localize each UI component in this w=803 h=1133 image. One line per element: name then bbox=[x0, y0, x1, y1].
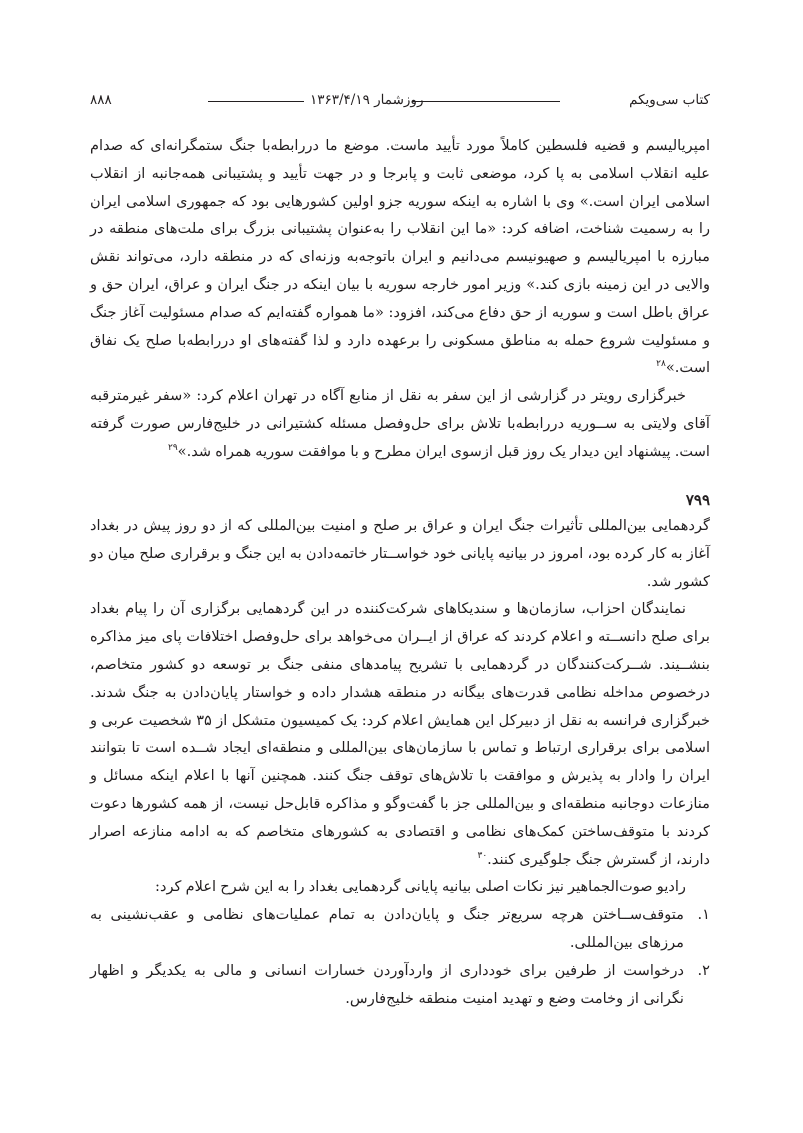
section-799 bbox=[90, 488, 710, 1012]
list-text: درخواست از طرفین برای خودداری از واردآوردن خسارات انسانی و مالی به یکدیگر و اظهار نگرانی از وخامت وضع و تهدید امنیت منطقه خلیج‌فارس. bbox=[90, 961, 684, 1007]
paragraph bbox=[90, 595, 710, 873]
running-header bbox=[90, 90, 710, 116]
paragraph bbox=[90, 132, 710, 382]
list-number: ۲. bbox=[697, 961, 710, 979]
paragraph-text: نمایندگان احزاب، سازمان‌ها و سندیکاهای شرکت‌کننده در این گردهمایی برگزاری آن را پیام بغداد برای صلح دانســته و اعلام کردند که عراق از ایــران می‌خواهد برای حل‌وفصل اختلافات پای میز مذاکره بنشــیند. شــرکت‌کنندگان در گردهمایی با تشریح پیامدهای منفی جنگ بر توسعه دو کشور متخاصم، درخصوص مداخله نظامی قدرت‌های بیگانه در منطقه هشدار داده و خواستار پایان‌دادن به جنگ شدند. خبرگزاری فرانسه به نقل از دبیرکل این همایش اعلام کرد: یک کمیسیون متشکل از ۳۵ شخصیت عربی و اسلامی برای برقراری ارتباط و تماس با سازمان‌های بین‌المللی و منطقه‌ای ایجاد شــده است تا بتوانند ایران را وادار به پذیرش و موافقت با تلاش‌های توقف جنگ کنند. همچنین آنها با اعلام اینکه مسائل و منازعات دوجانبه منطقه‌ای و بین‌المللی جز با گفت‌وگو و مذاکره قابل‌حل نیست، از همه کشورها دعوت کردند با متوقف‌ساختن کمک‌های نظامی و اقتصادی به کشورهای متخاصم که به ادامه منازعه اصرار دارند، از گسترش جنگ جلوگیری کنند. bbox=[90, 600, 710, 868]
page-number: ۸۸۸ bbox=[90, 92, 112, 108]
list-number: ۱. bbox=[697, 906, 710, 924]
header-rule-left bbox=[208, 101, 304, 102]
list-text: متوقف‌ســاختن هرچه سریع‌تر جنگ و پایان‌دادن به تمام عملیات‌های نظامی و عقب‌نشینی به مرزهای بین‌المللی. bbox=[90, 906, 684, 951]
list-item bbox=[90, 901, 710, 957]
paragraph: رادیو صوت‌الجماهیر نیز نکات اصلی بیانیه پایانی گردهمایی بغداد را به این شرح اعلام کرد: bbox=[155, 878, 686, 896]
paragraph-text: امپریالیسم و قضیه فلسطین کاملاً مورد تأیید ماست. موضع ما دررابطه‌با جنگ ستمگرانه‌ای که صدام علیه انقلاب اسلامی به پا کرد، موضعی ثابت و پابرجا و در جهت تأیید و پشتیبانی همه‌جانبه از انقلاب اسلامی ایران است.» وی با اشاره به اینکه سوریه جزو اولین کشورهایی بود که جمهوری اسلامی ایران را به رسمیت شناخت، اضافه کرد: «ما این انقلاب را به‌عنوان پشتیبانی بزرگ برای ملت‌های منطقه در مبارزه با امپریالیسم و صهیونیسم می‌دانیم و ایران باتوجه‌به وزنه‌ای که در منطقه دارد، می‌تواند نقش والایی در این زمینه بازی کند.» وزیر امور خارجه سوریه با بیان اینکه در جنگ ایران و عراق، ایران حق و عراق باطل است و سوریه از حق دفاع می‌کند، افزود: «ما همواره گفته‌ایم که صدام مسئولیت آغاز جنگ و مسئولیت شروع حمله به مناطق مسکونی را برعهده دارد و لذا گفته‌های او دررابطه‌با صلح یک نفاق است.» bbox=[90, 137, 710, 377]
paragraph-text: خبرگزاری رویتر در گزارشی از این سفر به نقل از منابع آگاه در تهران اعلام کرد: «سفر غیرمترقبه آقای ولایتی به ســوریه دررابطه‌با تلاش برای حل‌وفصل مسئله کشتیرانی در خلیج‌فارس صورت گرفته است. پیشنهاد این دیدار یک روز قبل ازسوی ایران مطرح و با موافقت سوریه همراه شد.» bbox=[90, 387, 710, 460]
section-continued bbox=[90, 132, 710, 466]
footnote-ref: ۲۸ bbox=[656, 359, 666, 370]
book-title: کتاب سی‌ویکم bbox=[629, 92, 710, 108]
footnote-ref: ۳۰ bbox=[477, 850, 488, 861]
paragraph bbox=[90, 382, 710, 465]
paragraph: گردهمایی بین‌المللی تأثیرات جنگ ایران و عراق بر صلح و امنیت بین‌المللی که از دو روز پیش در بغداد آغاز به کار کرده بود، امروز در بیانیه پایانی خود خواســتار خاتمه‌دادن به این جنگ و برقراری صلح میان دو کشور شد. bbox=[90, 517, 710, 590]
footnote-ref: ۲۹ bbox=[167, 442, 178, 453]
list-item bbox=[90, 957, 710, 1013]
entry-number: ۷۹۹ bbox=[685, 491, 710, 509]
chronicle-date: روزشمار ۱۳۶۳/۴/۱۹ bbox=[310, 92, 424, 108]
header-rule-right bbox=[412, 101, 560, 102]
